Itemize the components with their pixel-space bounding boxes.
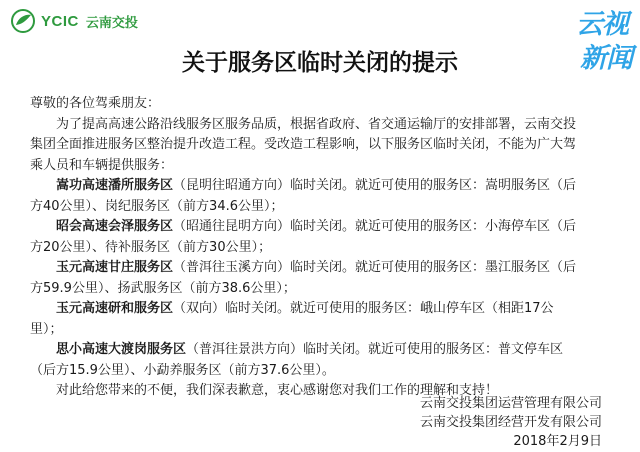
brand-line2: 新闻: [580, 43, 632, 74]
closure-item-text: （双向）临时关闭。就近可使用的服务区：峨山停车区（相距17公里）；: [30, 301, 554, 337]
closure-item-lead: 昭会高速会泽服务区: [56, 219, 174, 234]
logo-text-en: YCIC: [41, 12, 79, 30]
closing-paragraph: 对此给您带来的不便，我们深表歉意，衷心感谢您对我们工作的理解和支持！: [56, 383, 499, 398]
signature-org-2: 云南交投集团经营开发有限公司: [419, 415, 602, 430]
closure-item-lead: 玉元高速研和服务区: [56, 301, 174, 316]
signature-block: [420, 394, 602, 451]
signature-org-1: 云南交投集团运营管理有限公司: [419, 396, 602, 411]
notice-body: [30, 94, 578, 402]
ycic-logo: [10, 8, 138, 34]
greeting: 尊敬的各位驾乘朋友：: [30, 96, 161, 111]
closure-item: [30, 258, 578, 299]
closure-item-text: （昆明往昭通方向）临时关闭。就近可使用的服务区：嵩明服务区（后方40公里）、岗纪服务区（前方34.6公里）；: [30, 178, 577, 214]
closure-item-text: （普洱往玉溪方向）临时关闭。就近可使用的服务区：墨江服务区（后方59.9公里）、扬武服务区（前方38.6公里）；: [30, 260, 577, 296]
closure-item: [30, 340, 578, 381]
closure-item: [30, 217, 578, 258]
ycic-leaf-icon: [10, 8, 36, 34]
closure-item-lead: 思小高速大渡岗服务区: [56, 342, 187, 357]
closure-item: [30, 176, 578, 217]
closure-item-lead: 玉元高速甘庄服务区: [56, 260, 174, 275]
intro-paragraph: 为了提高高速公路沿线服务区服务品质，根据省政府、省交通运输厅的安排部署，云南交投集团全面推进服务区整治提升改造工程。受改造工程影响，以下服务区临时关闭，不能为广大驾乘人员和车辆提供服务：: [30, 116, 577, 173]
logo-text-cn: 云南交投: [85, 15, 138, 31]
closure-item-lead: 嵩功高速潘所服务区: [56, 178, 174, 193]
brand-line1: 云视: [576, 9, 628, 40]
closure-item-text: （普洱往景洪方向）临时关闭。就近可使用的服务区：普文停车区（后方15.9公里）、小勐养服务区（前方37.6公里）。: [30, 342, 564, 378]
closure-item-text: （昭通往昆明方向）临时关闭。就近可使用的服务区：小海停车区（后方20公里）、待补服务区（前方30公里）；: [30, 219, 577, 255]
notice-title: 关于服务区临时关闭的提示: [182, 50, 458, 76]
signature-date: 2018年2月9日: [513, 434, 602, 449]
closure-item: [30, 299, 578, 340]
